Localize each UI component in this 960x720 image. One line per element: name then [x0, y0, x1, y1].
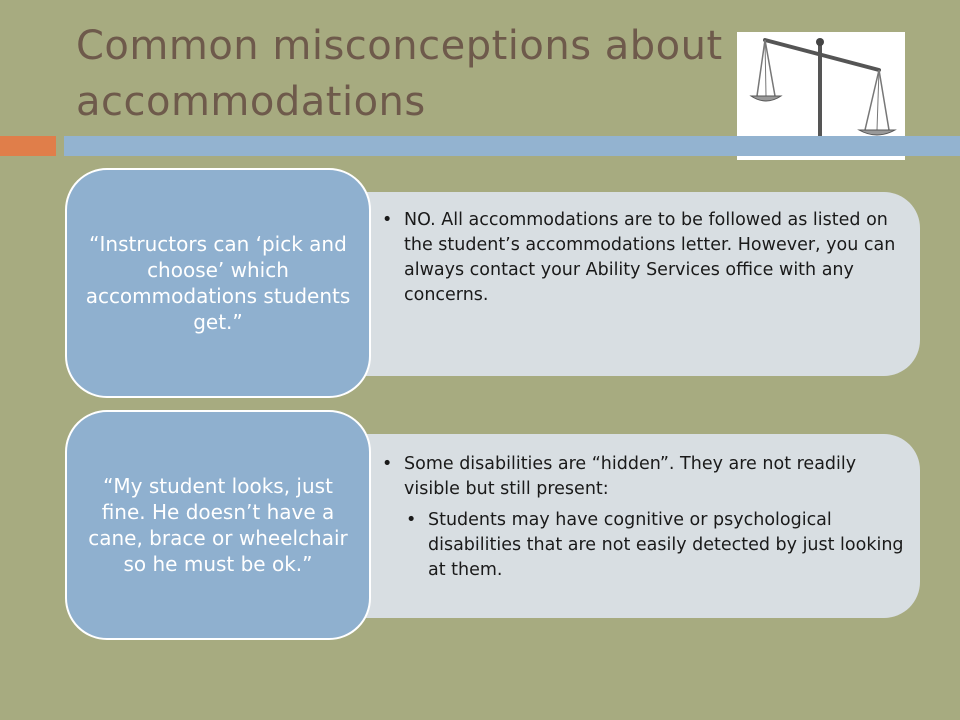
answer-list-2 — [380, 452, 910, 583]
answer-bullet: • Some disabilities are “hidden”. They are not readily visible but still present: — [380, 452, 910, 502]
title-line-2: accommodations — [76, 79, 426, 125]
slide-title — [76, 18, 736, 130]
title-line-1: Common misconceptions about — [76, 23, 723, 69]
misconception-box-2 — [65, 410, 371, 640]
misconception-text-2: “My student looks, just fine. He doesn’t have a cane, brace or wheelchair so he must be ok.” — [88, 474, 348, 576]
answer-bullet: • NO. All accommodations are to be followed as listed on the student’s accommodations letter. However, you can always contact your Ability Services office with any concerns. — [380, 208, 910, 308]
misconception-text-1: “Instructors can ‘pick and choose’ which accommodations students get.” — [85, 232, 351, 334]
answer-list-1 — [380, 208, 910, 308]
answer-sub-bullet: • Students may have cognitive or psychological disabilities that are not easily detected by just looking at them. — [404, 508, 910, 583]
misconception-box-1 — [65, 168, 371, 398]
title-accent-bar — [0, 136, 56, 156]
title-divider-bar — [64, 136, 960, 156]
